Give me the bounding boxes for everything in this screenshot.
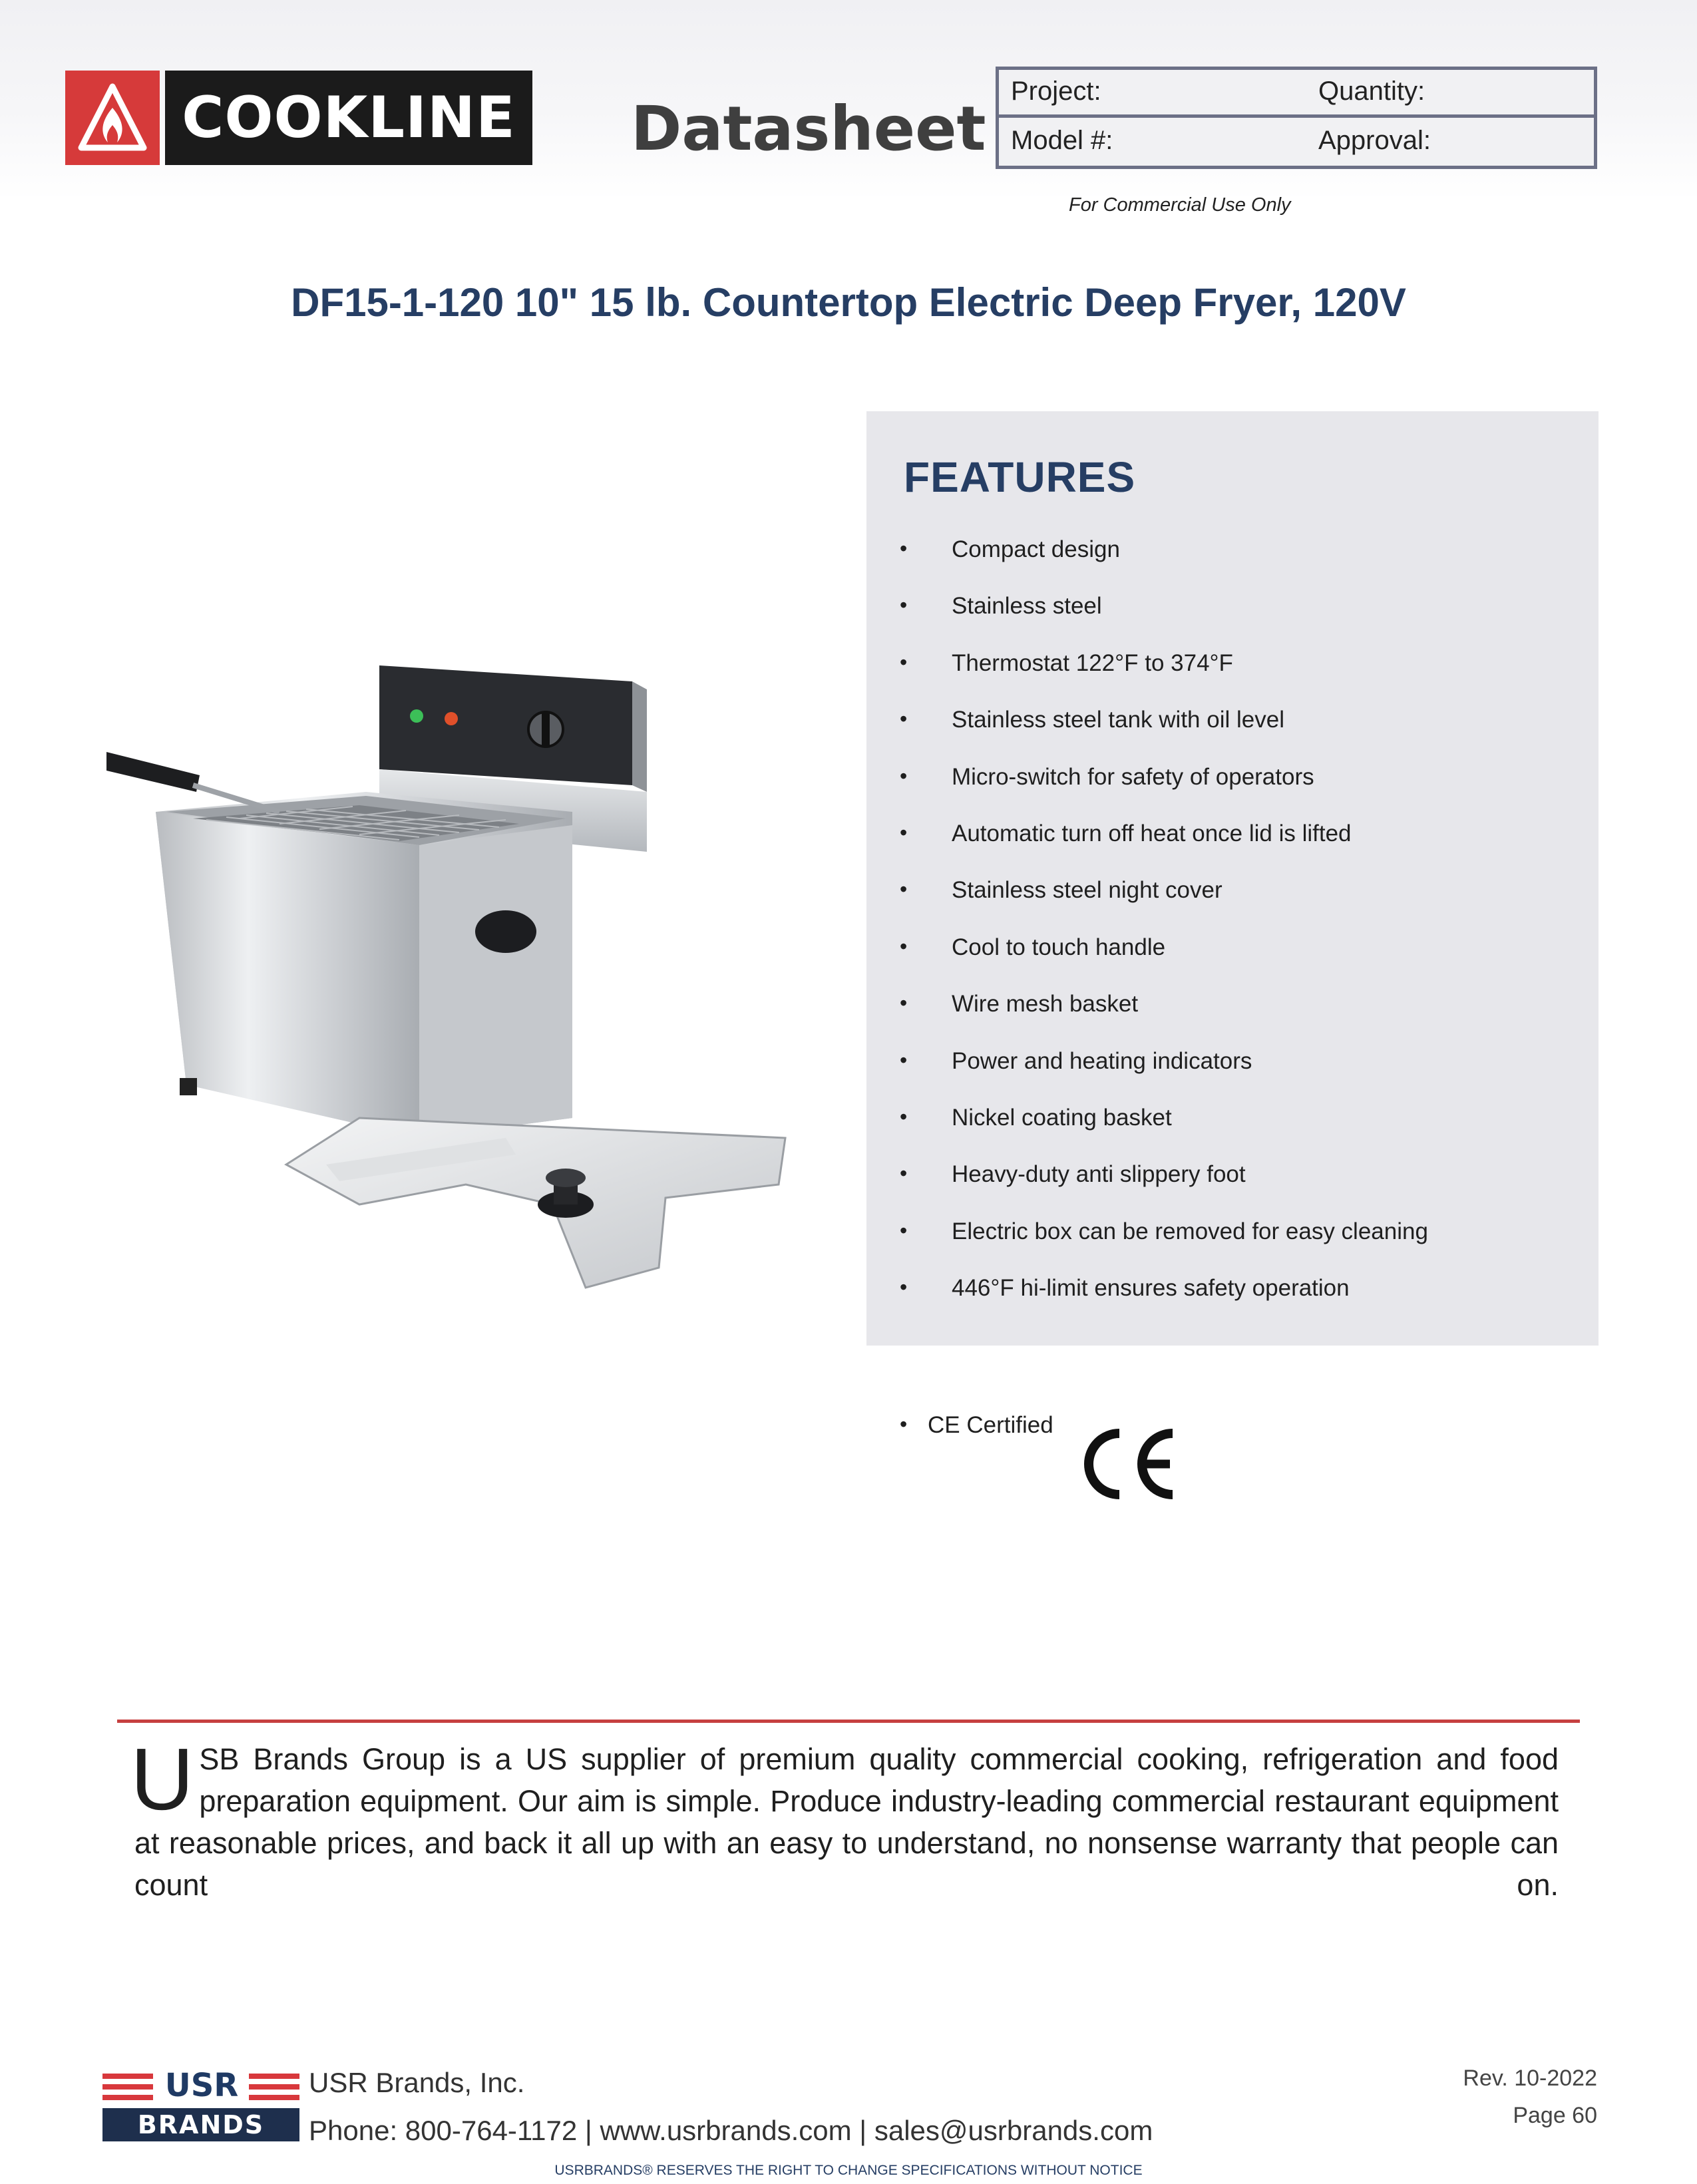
company-blurb — [130, 1730, 1559, 1906]
bullet: • — [900, 1104, 908, 1129]
list-item — [900, 707, 1585, 763]
list-item — [900, 991, 1585, 1047]
list-item — [900, 1218, 1585, 1275]
feature-text: Stainless steel night cover — [952, 877, 1223, 904]
drop-cap: U — [130, 1730, 194, 1828]
revision-label: Rev. 10-2022 — [1463, 2066, 1597, 2091]
company-name: USR Brands, Inc. — [309, 2067, 525, 2098]
fryer-product-image — [106, 652, 825, 1331]
feature-text: Power and heating indicators — [952, 1047, 1252, 1074]
bullet: • — [900, 763, 908, 788]
page-number: Page 60 — [1513, 2103, 1597, 2128]
quantity-label: Quantity: — [1318, 77, 1425, 106]
list-item — [900, 764, 1585, 820]
bullet: • — [900, 593, 908, 618]
cookline-logo — [65, 71, 532, 165]
certification-text: CE Certified — [928, 1412, 1053, 1438]
project-info-box — [996, 67, 1597, 169]
list-item — [900, 593, 1585, 649]
feature-text: Compact design — [952, 536, 1120, 562]
doc-title: Datasheet — [631, 93, 986, 164]
list-item — [900, 934, 1585, 991]
list-item — [900, 1275, 1585, 1332]
stripes-right — [249, 2074, 299, 2100]
list-item — [900, 820, 1585, 877]
list-item — [900, 1161, 1585, 1218]
features-heading: FEATURES — [904, 453, 1136, 501]
list-item — [900, 877, 1585, 934]
bullet: • — [900, 991, 908, 1015]
list-item — [900, 536, 1585, 593]
feature-text: Automatic turn off heat once lid is lifted — [952, 820, 1352, 846]
model-row — [999, 119, 1594, 167]
usr-brands-logo — [102, 2067, 299, 2143]
project-label: Project: — [1011, 77, 1101, 106]
list-item — [900, 1105, 1585, 1161]
feature-text: 446°F hi-limit ensures safety operation — [952, 1275, 1350, 1302]
bullet: • — [900, 877, 908, 902]
bullet: • — [900, 1275, 908, 1300]
feature-text: Wire mesh basket — [952, 991, 1139, 1017]
flame-icon — [65, 71, 160, 165]
list-item — [900, 1048, 1585, 1105]
bullet: • — [900, 1047, 908, 1072]
brand-wordmark: COOKLINE — [165, 71, 532, 165]
disclaimer: USRBRANDS® RESERVES THE RIGHT TO CHANGE SPECIFICATIONS WITHOUT NOTICE — [554, 2163, 1143, 2178]
bullet: • — [900, 649, 908, 674]
bullet: • — [900, 820, 908, 844]
feature-text: Heavy-duty anti slippery foot — [952, 1161, 1246, 1188]
contact-line: Phone: 800-764-1172 | www.usrbrands.com | sales@usrbrands.com — [309, 2115, 1153, 2146]
bullet: • — [900, 1412, 908, 1436]
stripes-left — [102, 2074, 153, 2100]
bullet: • — [900, 1218, 908, 1242]
usage-note: For Commercial Use Only — [1069, 194, 1291, 216]
bullet: • — [900, 707, 908, 731]
feature-text: Nickel coating basket — [952, 1104, 1172, 1131]
blurb-text: SB Brands Group is a US supplier of premium quality commercial cooking, refrigeration and food preparation equipment. Our aim is simple. Produce industry-leading commercial restaurant equipment at reasonable prices, and back it all up with an easy to understand, no nonsense warranty that people can count on. — [134, 1742, 1559, 1902]
bullet: • — [900, 536, 908, 560]
brands-wordmark: BRANDS — [102, 2108, 299, 2141]
product-title: DF15-1-120 10" 15 lb. Countertop Electric Deep Fryer, 120V — [291, 280, 1406, 325]
list-item — [900, 650, 1585, 707]
feature-text: Electric box can be removed for easy cleaning — [952, 1218, 1428, 1244]
feature-text: Cool to touch handle — [952, 934, 1166, 960]
feature-text: Stainless steel tank with oil level — [952, 707, 1284, 733]
approval-label: Approval: — [1318, 126, 1431, 155]
feature-text: Micro-switch for safety of operators — [952, 763, 1314, 790]
section-divider — [117, 1720, 1580, 1723]
project-row — [999, 70, 1594, 118]
feature-text: Thermostat 122°F to 374°F — [952, 649, 1233, 676]
usr-wordmark: USR — [164, 2067, 239, 2104]
ce-mark-icon — [1073, 1427, 1179, 1501]
bullet: • — [900, 934, 908, 958]
features-panel — [866, 411, 1599, 1346]
model-label: Model #: — [1011, 126, 1113, 155]
feature-text: Stainless steel — [952, 593, 1102, 620]
bullet: • — [900, 1161, 908, 1186]
features-list — [900, 536, 1585, 1332]
